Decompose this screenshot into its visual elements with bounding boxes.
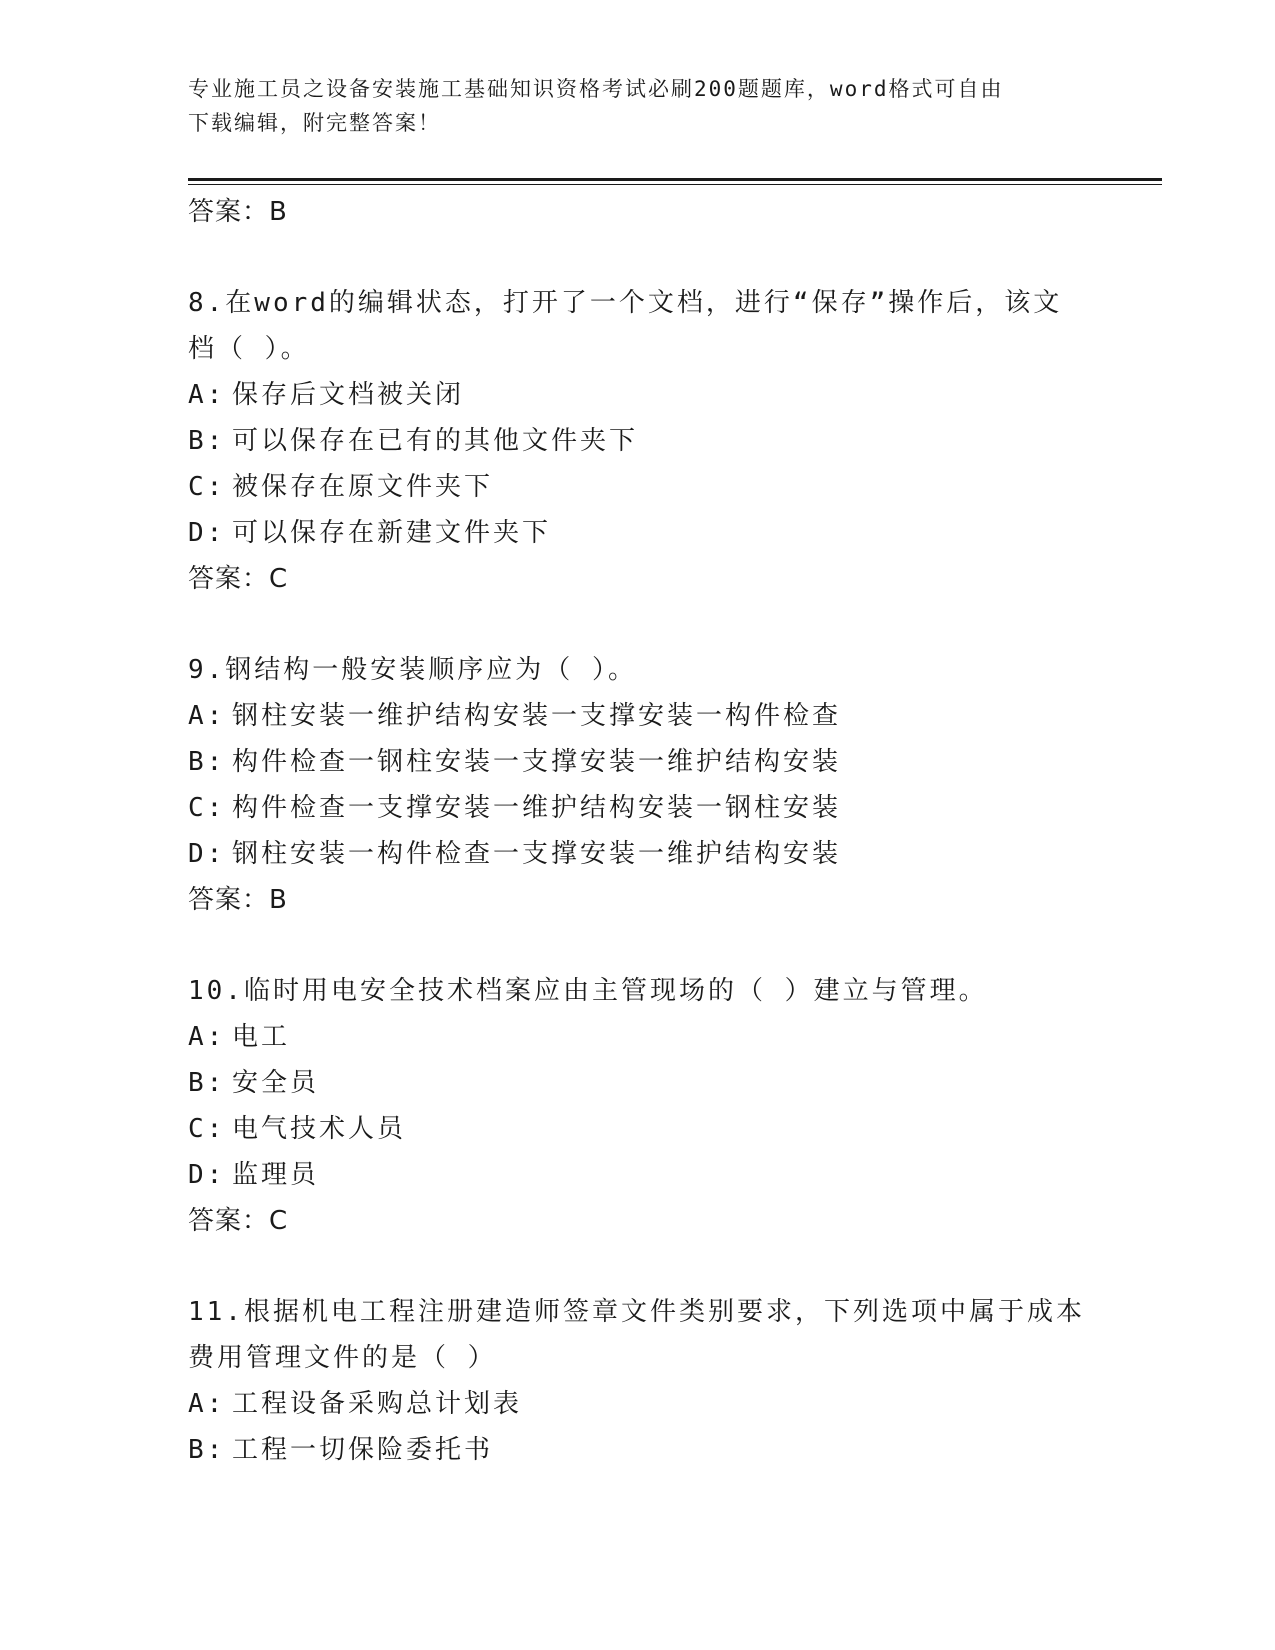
option-a bbox=[188, 372, 1088, 418]
question-stem: 10.临时用电安全技术档案应由主管现场的（ ）建立与管理。 bbox=[188, 976, 988, 1006]
option-letter: A: bbox=[188, 1389, 226, 1419]
option-text: 构件检查一钢柱安装一支撑安装一维护结构安装 bbox=[232, 747, 842, 777]
answer-line: 答案：C bbox=[188, 564, 289, 594]
option-a bbox=[188, 1014, 1088, 1060]
option-text: 安全员 bbox=[232, 1068, 320, 1098]
option-b bbox=[188, 1427, 1088, 1473]
question-block bbox=[188, 968, 1088, 1244]
option-letter: C: bbox=[188, 472, 226, 502]
option-letter: B: bbox=[188, 1435, 226, 1465]
question-stem: 9.钢结构一般安装顺序应为（ ）。 bbox=[188, 655, 637, 685]
question-stem: 8.在word的编辑状态，打开了一个文档，进行“保存”操作后，该文 bbox=[188, 288, 1063, 318]
document-header bbox=[188, 72, 1088, 140]
option-b bbox=[188, 418, 1088, 464]
option-c bbox=[188, 1106, 1088, 1152]
option-text: 可以保存在已有的其他文件夹下 bbox=[232, 426, 639, 456]
option-letter: A: bbox=[188, 380, 226, 410]
option-letter: B: bbox=[188, 426, 226, 456]
option-text: 被保存在原文件夹下 bbox=[232, 472, 494, 502]
option-letter: D: bbox=[188, 1160, 226, 1190]
option-letter: D: bbox=[188, 839, 226, 869]
option-text: 工程设备采购总计划表 bbox=[232, 1389, 523, 1419]
question-stem: 档（ ）。 bbox=[188, 334, 310, 364]
option-letter: D: bbox=[188, 518, 226, 548]
option-b bbox=[188, 1060, 1088, 1106]
answer-line: 答案：C bbox=[188, 1206, 289, 1236]
option-a bbox=[188, 693, 1088, 739]
header-rule bbox=[188, 178, 1162, 181]
option-text: 钢柱安装一维护结构安装一支撑安装一构件检查 bbox=[232, 701, 842, 731]
option-b bbox=[188, 739, 1088, 785]
spacer bbox=[188, 235, 1088, 280]
option-d bbox=[188, 831, 1088, 877]
question-block bbox=[188, 1289, 1088, 1473]
option-text: 可以保存在新建文件夹下 bbox=[232, 518, 552, 548]
option-letter: B: bbox=[188, 1068, 226, 1098]
option-d bbox=[188, 510, 1088, 556]
answer-line: 答案：B bbox=[188, 197, 288, 227]
option-d bbox=[188, 1152, 1088, 1198]
header-line-1: 专业施工员之设备安装施工基础知识资格考试必刷200题题库，word格式可自由 bbox=[188, 77, 1004, 101]
option-letter: B: bbox=[188, 747, 226, 777]
spacer bbox=[188, 923, 1088, 968]
spacer bbox=[188, 602, 1088, 647]
option-text: 构件检查一支撑安装一维护结构安装一钢柱安装 bbox=[232, 793, 842, 823]
option-text: 保存后文档被关闭 bbox=[232, 380, 465, 410]
option-text: 监理员 bbox=[232, 1160, 320, 1190]
question-stem: 费用管理文件的是（ ） bbox=[188, 1343, 497, 1373]
option-text: 电气技术人员 bbox=[232, 1114, 407, 1144]
option-text: 电工 bbox=[232, 1022, 291, 1052]
option-letter: C: bbox=[188, 793, 226, 823]
question-block bbox=[188, 647, 1088, 923]
header-line-2: 下载编辑，附完整答案！ bbox=[188, 111, 441, 135]
question-list bbox=[188, 189, 1088, 1473]
option-text: 工程一切保险委托书 bbox=[232, 1435, 494, 1465]
spacer bbox=[188, 1244, 1088, 1289]
question-block bbox=[188, 280, 1088, 602]
option-c bbox=[188, 464, 1088, 510]
option-letter: C: bbox=[188, 1114, 226, 1144]
question-stem: 11.根据机电工程注册建造师签章文件类别要求，下列选项中属于成本 bbox=[188, 1297, 1085, 1327]
option-c bbox=[188, 785, 1088, 831]
header-rule-thin bbox=[188, 184, 1162, 185]
answer-line: 答案：B bbox=[188, 885, 288, 915]
option-text: 钢柱安装一构件检查一支撑安装一维护结构安装 bbox=[232, 839, 842, 869]
option-letter: A: bbox=[188, 701, 226, 731]
option-a bbox=[188, 1381, 1088, 1427]
option-letter: A: bbox=[188, 1022, 226, 1052]
